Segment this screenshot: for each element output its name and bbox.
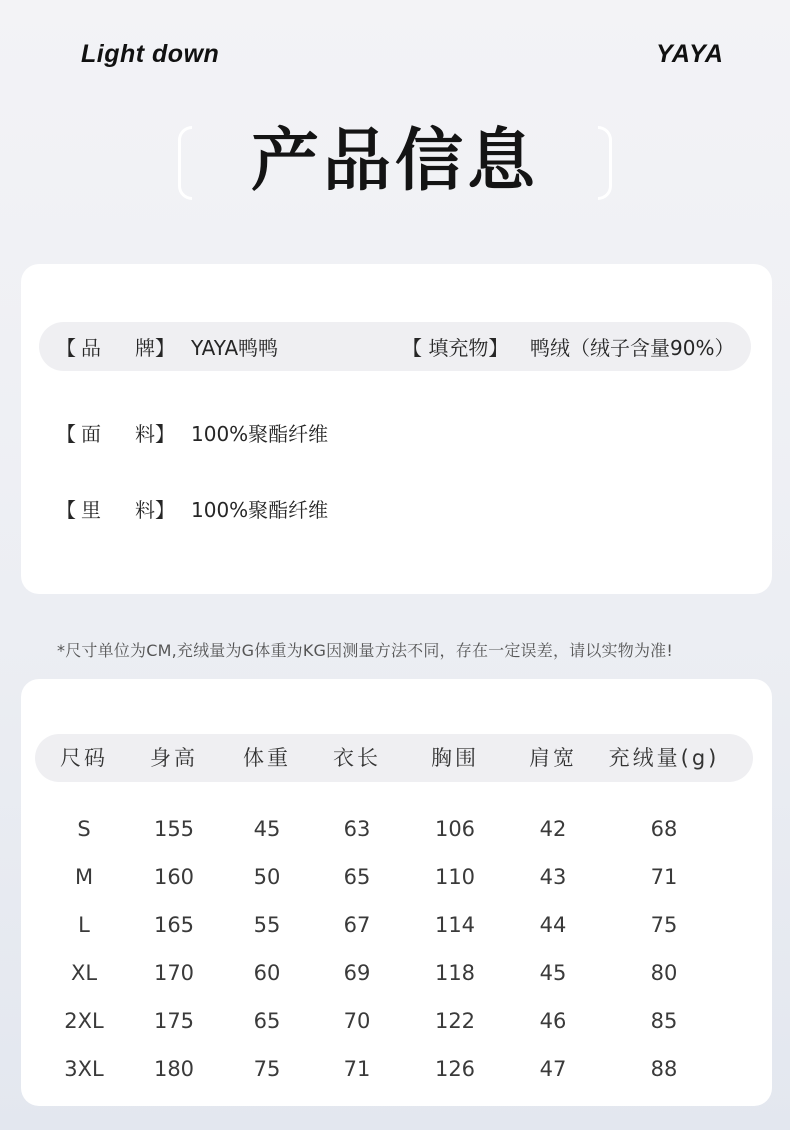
cell-shoulder: 46 xyxy=(539,1009,567,1033)
cell-chest: 118 xyxy=(434,961,476,985)
product-info-card xyxy=(21,264,772,594)
cell-length: 71 xyxy=(343,1057,371,1081)
cell-size: 3XL xyxy=(64,1057,104,1081)
measurement-note: *尺寸单位为CM,充绒量为G体重为KG因测量方法不同，存在一定误差，请以实物为准! xyxy=(57,641,673,660)
cell-weight: 50 xyxy=(253,865,281,889)
cell-chest: 126 xyxy=(434,1057,476,1081)
size-chart-card xyxy=(21,679,772,1106)
cell-length: 65 xyxy=(343,865,371,889)
cell-weight: 55 xyxy=(253,913,281,937)
fabric-label-b: 料】 xyxy=(135,422,175,446)
cell-down-fill: 75 xyxy=(650,913,678,937)
cell-weight: 60 xyxy=(253,961,281,985)
filling-label: 【 填充物】 xyxy=(402,336,509,360)
brand-label-a: 品 xyxy=(81,336,101,360)
cell-chest: 106 xyxy=(434,817,476,841)
cell-chest: 114 xyxy=(434,913,476,937)
cell-length: 67 xyxy=(343,913,371,937)
column-header-chest: 胸围 xyxy=(431,746,479,770)
filling-value: 鸭绒（绒子含量90%） xyxy=(530,336,735,360)
cell-size: L xyxy=(78,913,90,937)
lining-label-a: 里 xyxy=(81,498,101,522)
brand-label-open: 【 xyxy=(56,336,76,360)
title-section xyxy=(178,122,612,201)
cell-down-fill: 80 xyxy=(650,961,678,985)
cell-shoulder: 44 xyxy=(539,913,567,937)
lining-value: 100%聚酯纤维 xyxy=(191,498,329,522)
cell-weight: 45 xyxy=(253,817,281,841)
column-header-height: 身高 xyxy=(150,746,198,770)
cell-size: XL xyxy=(70,961,98,985)
brand-left-text: Light down xyxy=(81,40,220,68)
cell-size: 2XL xyxy=(64,1009,104,1033)
cell-size: M xyxy=(74,865,94,889)
fabric-label-a: 面 xyxy=(81,422,101,446)
cell-down-fill: 68 xyxy=(650,817,678,841)
cell-down-fill: 88 xyxy=(650,1057,678,1081)
cell-height: 175 xyxy=(153,1009,195,1033)
cell-height: 155 xyxy=(153,817,195,841)
cell-shoulder: 42 xyxy=(539,817,567,841)
lining-label-b: 料】 xyxy=(135,498,175,522)
cell-shoulder: 47 xyxy=(539,1057,567,1081)
cell-height: 170 xyxy=(153,961,195,985)
page-title: 产品信息 xyxy=(250,122,539,201)
brand-right-text: YAYA xyxy=(656,40,724,68)
brand-label-b: 牌】 xyxy=(135,336,175,360)
cell-length: 63 xyxy=(343,817,371,841)
brand-value: YAYA鸭鸭 xyxy=(191,336,279,360)
column-header-down-fill: 充绒量(g) xyxy=(608,746,720,770)
cell-weight: 65 xyxy=(253,1009,281,1033)
column-header-shoulder: 肩宽 xyxy=(529,746,577,770)
cell-length: 70 xyxy=(343,1009,371,1033)
cell-weight: 75 xyxy=(253,1057,281,1081)
cell-chest: 110 xyxy=(434,865,476,889)
column-header-weight: 体重 xyxy=(243,746,291,770)
cell-down-fill: 85 xyxy=(650,1009,678,1033)
cell-shoulder: 45 xyxy=(539,961,567,985)
cell-height: 160 xyxy=(153,865,195,889)
column-header-size: 尺码 xyxy=(60,746,108,770)
cell-size: S xyxy=(77,817,91,841)
cell-chest: 122 xyxy=(434,1009,476,1033)
cell-height: 180 xyxy=(153,1057,195,1081)
cell-height: 165 xyxy=(153,913,195,937)
fabric-value: 100%聚酯纤维 xyxy=(191,422,329,446)
fabric-label-open: 【 xyxy=(56,422,76,446)
cell-shoulder: 43 xyxy=(539,865,567,889)
cell-down-fill: 71 xyxy=(650,865,678,889)
cell-length: 69 xyxy=(343,961,371,985)
lining-label-open: 【 xyxy=(56,498,76,522)
column-header-length: 衣长 xyxy=(333,746,381,770)
